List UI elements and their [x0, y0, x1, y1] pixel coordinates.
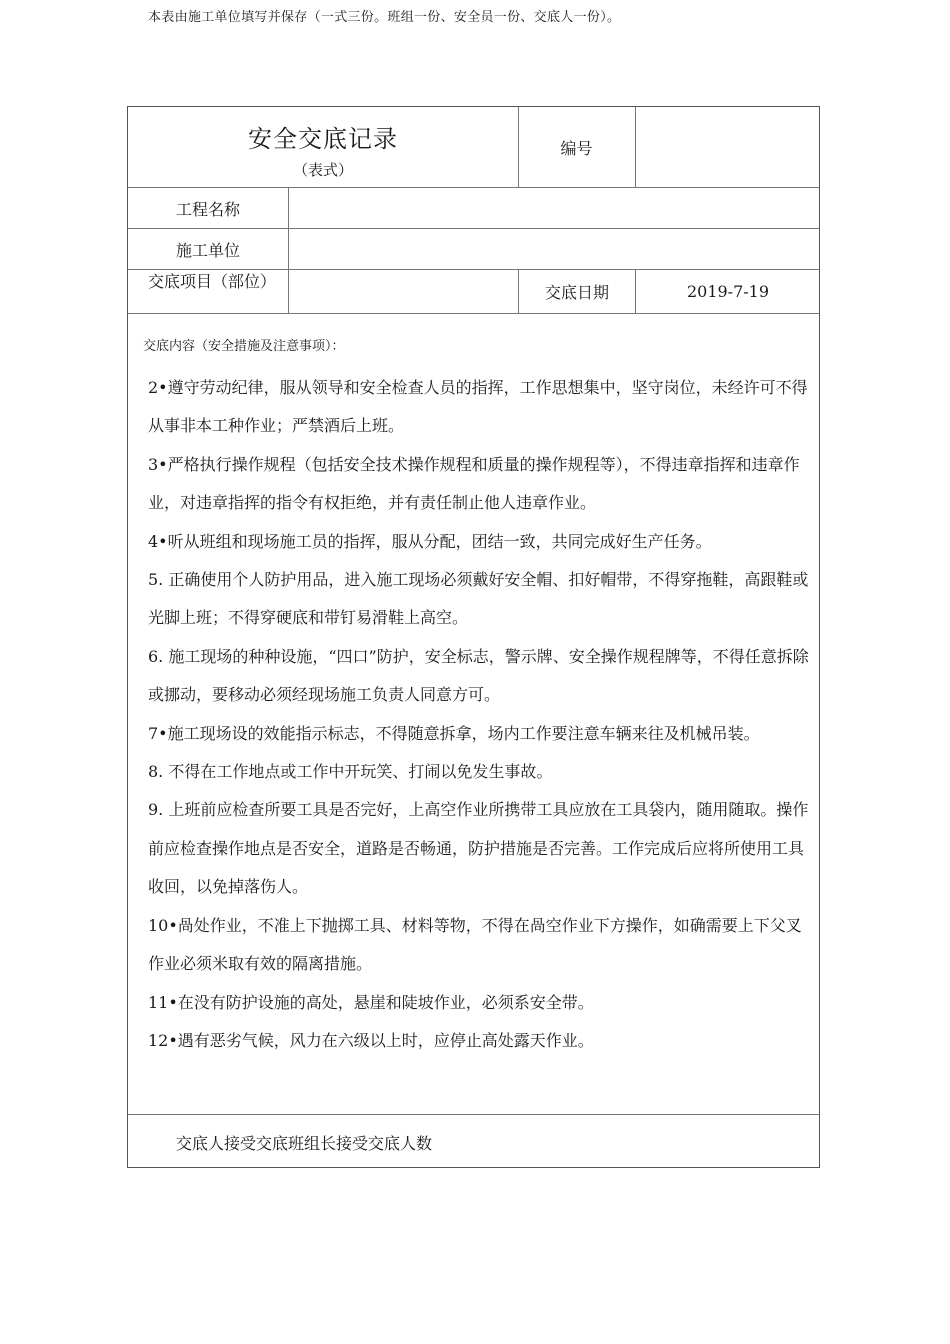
project-name-field[interactable] — [289, 188, 819, 228]
safety-item: 2•遵守劳动纪律，服从领导和安全检查人员的指挥，工作思想集中，坚守岗位，未经许可不得从事非本工种作业；严禁酒后上班。 — [148, 378, 808, 436]
briefing-item-label: 交底项目（部位） — [148, 272, 277, 291]
number-field[interactable] — [636, 107, 820, 187]
safety-item: 6. 施工现场的种种设施，“四口”防护，安全标志，警示牌、安全操作规程牌等，不得任意拆除或挪动，要移动必须经现场施工负责人同意方可。 — [148, 646, 809, 705]
safety-item: 8. 不得在工作地点或工作中开玩笑、打闹以免发生事故。 — [148, 762, 553, 782]
contractor-field[interactable] — [289, 229, 819, 269]
row-divider — [128, 1114, 819, 1115]
safety-measures-list — [148, 369, 816, 1060]
safety-item: 5. 正确使用个人防护用品，进入施工现场必须戴好安全帽、扣好帽带，不得穿拖鞋，高跟鞋或光脚上班；不得穿硬底和带钉易滑鞋上高空。 — [148, 570, 809, 628]
number-label: 编号 — [560, 138, 593, 158]
safety-item: 4•听从班组和现场施工员的指挥，服从分配，团结一致，共同完成好生产任务。 — [148, 531, 712, 551]
content-heading: 交底内容（安全措施及注意事项）： — [143, 339, 345, 354]
safety-item: 7•施工现场设的效能指示标志，不得随意拆拿，场内工作要注意车辆来往及机械吊装。 — [148, 723, 760, 743]
storage-note: 本表由施工单位填写并保存（一式三份。班组一份、安全员一份、交底人一份）。 — [148, 10, 621, 25]
safety-item: 10•咼处作业，不准上下抛掷工具、材料等物，不得在咼空作业下方操作，如确需要上下父叉作业必须米取有效的隔离措施。 — [148, 915, 802, 974]
form-title: 安全交底记录 — [248, 125, 398, 153]
briefing-date-label: 交底日期 — [544, 283, 609, 302]
safety-item: 12•遇有恶劣气候，风力在六级以上时，应停止高处露天作业。 — [148, 1030, 594, 1050]
safety-item: 3•严格执行操作规程（包括安全技术操作规程和质量的操作规程等），不得违章指挥和违章作业，对违章指挥的指令有权拒绝，并有责任制止他人违章作业。 — [148, 454, 800, 513]
safety-item: 11•在没有防护设施的高处，悬崖和陡坡作业，必须系安全带。 — [148, 992, 594, 1012]
briefing-date-field[interactable]: 2019-7-19 — [686, 282, 770, 301]
row-divider — [128, 313, 819, 314]
form-subtitle: （表式） — [292, 161, 353, 179]
project-name-label: 工程名称 — [175, 199, 240, 219]
safety-briefing-form — [127, 106, 820, 1168]
contractor-label: 施工单位 — [175, 240, 240, 260]
signature-row: 交底人接受交底班组长接受交底人数 — [176, 1134, 433, 1153]
safety-item: 9. 上班前应检查所要工具是否完好，上高空作业所携带工具应放在工具袋内，随用随取。操作前应检查操作地点是否安全，道路是否畅通，防护措施是否完善。工作完成后应将所使用工具收回，以免掉落伤人。 — [148, 800, 809, 897]
briefing-item-field[interactable] — [289, 270, 518, 313]
